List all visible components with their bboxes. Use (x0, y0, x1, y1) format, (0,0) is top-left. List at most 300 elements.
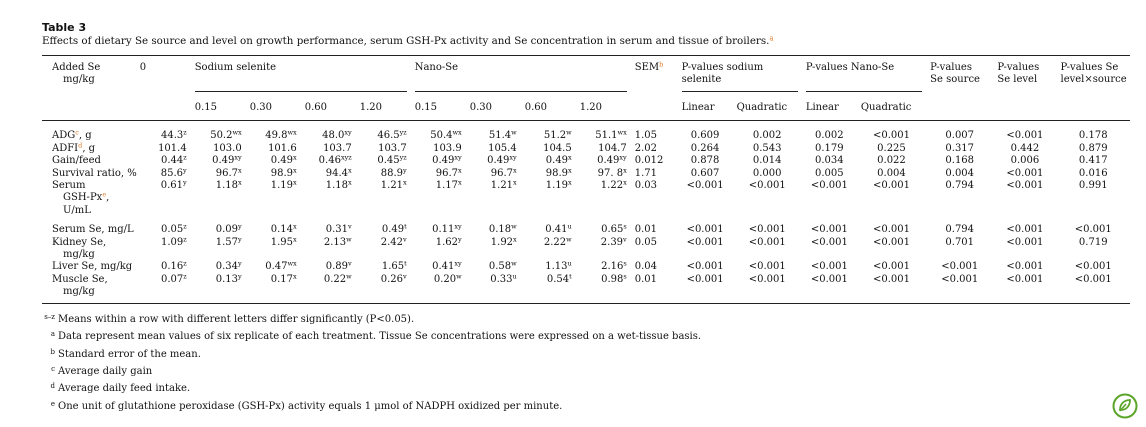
cell-value: 2.16 (601, 261, 624, 273)
significance-letter: x (348, 178, 352, 187)
data-cell (521, 217, 576, 236)
row-label-continuation (52, 192, 132, 204)
row-label-cont-tail: , (106, 192, 110, 204)
significance-letter: x (403, 178, 407, 187)
footnote-mark: d (50, 382, 55, 391)
row-label (42, 237, 136, 262)
significance-letter: s (623, 222, 627, 231)
significance-letter: x (238, 166, 242, 175)
row-label-text: ADG (52, 130, 76, 142)
row-label-text: Gain/feed (52, 155, 101, 167)
row-label (42, 180, 136, 217)
p-value-cell: <0.001 (686, 180, 724, 192)
cell-value: 1.18 (325, 180, 349, 192)
sem-cell: 0.04 (634, 261, 657, 273)
significance-letter: x (568, 178, 572, 187)
data-cell (191, 237, 246, 262)
significance-letter: t (404, 259, 407, 268)
cell-value: 94.4 (325, 167, 349, 179)
cell-value: 1.21 (380, 180, 404, 192)
header-level: 1.20 (356, 92, 411, 121)
cell-value: 0.61 (160, 180, 184, 192)
significance-letter: wx (287, 128, 297, 137)
data-cell (191, 180, 246, 217)
significance-letter: x (513, 178, 517, 187)
data-cell (576, 237, 631, 262)
p-value-cell: 0.417 (1078, 155, 1108, 167)
p-value-cell: <0.001 (926, 274, 993, 303)
cell-value: 0.22 (323, 273, 347, 285)
row-label-text: Muscle Se, (52, 273, 108, 285)
p-value-cell: <0.001 (1074, 224, 1112, 236)
sem-cell: 0.01 (631, 274, 678, 303)
cell-value: 1.22 (600, 180, 624, 192)
data-cell (356, 180, 411, 217)
footnote-text: Data represent mean values of six replicate of each treatment. Tissue Se concentrations were expressed on a wet-tissue basis. (58, 331, 702, 343)
p-value-cell: 0.014 (752, 155, 782, 167)
cell-value: 0.34 (215, 261, 239, 273)
header-level: 0.30 (246, 92, 301, 121)
cell-value: 50.4 (430, 130, 453, 142)
significance-letter: t (569, 272, 572, 281)
sem-cell: 0.03 (634, 180, 657, 192)
cell-value: 0.49 (381, 224, 405, 236)
p-value-cell: 0.034 (815, 155, 844, 167)
cell-value: 103.0 (213, 142, 242, 154)
row-label (42, 217, 136, 236)
cell-value: 0.41 (432, 261, 455, 273)
p-value-cell: <0.001 (857, 274, 926, 303)
cell-value: 105.4 (488, 142, 517, 154)
data-cell (576, 274, 631, 303)
leaf-badge-icon[interactable] (1112, 393, 1138, 419)
cell-value: 0.09 (215, 224, 239, 236)
cell-value: 0.47 (265, 261, 288, 273)
p-value-cell: 0.607 (690, 167, 720, 179)
table-row (42, 217, 1130, 236)
p-value-cell: <0.001 (810, 261, 848, 273)
significance-letter: z (183, 128, 187, 137)
p-value-cell: <0.001 (733, 274, 802, 303)
data-cell (301, 237, 356, 262)
data-cell (301, 180, 356, 217)
data-cell (301, 274, 356, 303)
footnote-text: One unit of glutathione peroxidase (GSH-Px) activity equals 1 μmol of NADPH oxidized per minute. (58, 400, 563, 412)
table-row (42, 155, 1130, 167)
significance-letter: wx (617, 128, 627, 137)
cell-value: 0.14 (270, 224, 294, 236)
data-cell (576, 121, 631, 143)
p-value-cell: <0.001 (686, 261, 724, 273)
significance-letter: x (623, 178, 627, 187)
table-row (42, 180, 1130, 217)
significance-letter: z (183, 222, 187, 231)
p-value-cell: 0.007 (945, 130, 975, 142)
sem-cell: 0.01 (634, 224, 657, 236)
p-value-cell: <0.001 (678, 274, 733, 303)
header-pv-sodium: P-values sodium selenite (678, 56, 802, 93)
significance-letter: s (623, 259, 627, 268)
data-cell (246, 121, 301, 143)
significance-letter: x (293, 153, 297, 162)
p-value-cell: 0.879 (1078, 142, 1108, 154)
data-cell (246, 274, 301, 303)
data-cell (136, 121, 191, 143)
significance-letter: x (293, 222, 297, 231)
cell-value: 0.89 (325, 261, 349, 273)
significance-letter: x (513, 166, 517, 175)
cell-value: 98.9 (545, 167, 569, 179)
data-cell (466, 237, 521, 262)
data-cell (191, 217, 246, 236)
p-value-cell: <0.001 (872, 180, 910, 192)
p-value-cell: <0.001 (810, 236, 848, 248)
p-value-cell: <0.001 (872, 224, 910, 236)
row-label (42, 155, 136, 167)
p-value-cell: <0.001 (993, 274, 1056, 303)
cell-value: 101.6 (268, 142, 297, 154)
caption-text: Effects of dietary Se source and level on growth performance, serum GSH-Px activity and Se concentration in serum and tissue of broilers. (42, 35, 770, 47)
cell-value: 104.7 (598, 142, 627, 154)
significance-letter: y (458, 235, 462, 244)
p-value-cell: <0.001 (872, 130, 910, 142)
p-value-cell: <0.001 (748, 261, 786, 273)
p-value-cell: 0.004 (877, 167, 906, 179)
cell-value: 0.49 (270, 155, 294, 167)
significance-letter: wx (232, 128, 242, 137)
significance-letter: x (293, 235, 297, 244)
p-value-cell: <0.001 (1006, 224, 1044, 236)
cell-value: 96.7 (435, 167, 459, 179)
data-cell (521, 180, 576, 217)
cell-value: 0.65 (601, 224, 624, 236)
p-value-cell: 0.005 (815, 167, 844, 179)
significance-letter: t (404, 222, 407, 231)
row-label-text: ADFI (52, 142, 79, 154)
p-value-cell: <0.001 (872, 261, 910, 273)
row-label-text: Serum (52, 180, 86, 192)
p-value-cell: 0.002 (752, 130, 782, 142)
row-label-cont-text: GSH-Px (63, 192, 103, 204)
header-level: 0.30 (466, 92, 521, 121)
cell-value: 0.49 (545, 155, 569, 167)
significance-letter: xy (454, 153, 462, 162)
p-value-cell: 0.719 (1078, 236, 1108, 248)
p-value-cell: 0.225 (877, 142, 906, 154)
p-value-cell: 0.794 (945, 224, 975, 236)
significance-letter: wx (287, 259, 297, 268)
cell-value: 0.07 (161, 273, 184, 285)
cell-value: 88.9 (380, 167, 404, 179)
sem-cell: 2.02 (634, 142, 657, 154)
cell-value: 101.4 (158, 142, 187, 154)
cell-value: 0.49 (212, 155, 235, 167)
significance-letter: x (458, 178, 462, 187)
cell-value: 0.46 (318, 155, 341, 167)
significance-letter: x (568, 166, 572, 175)
row-label (42, 274, 136, 303)
header-level: 0.15 (191, 92, 246, 121)
significance-letter: u (512, 272, 517, 281)
significance-letter: y (183, 166, 187, 175)
row-footnote-link[interactable]: d (78, 141, 83, 150)
data-cell (576, 217, 631, 236)
p-value-cell: 0.317 (945, 142, 975, 154)
p-value-cell: 0.991 (1078, 180, 1108, 192)
header-control: 0 (136, 56, 191, 121)
significance-letter: w (566, 128, 572, 137)
data-cell (356, 237, 411, 262)
cell-value: 51.1 (595, 130, 618, 142)
footnote (42, 310, 1132, 327)
table-caption (42, 35, 1132, 48)
significance-letter: x (293, 178, 297, 187)
significance-letter: v (403, 235, 407, 244)
cell-value: 2.13 (323, 236, 347, 248)
significance-letter: z (183, 272, 187, 281)
data-cell (246, 237, 301, 262)
header-row-1 (42, 56, 1130, 93)
data-cell (136, 237, 191, 262)
footnote (42, 327, 1132, 344)
data-cell (411, 121, 466, 143)
cell-value: 1.65 (381, 261, 405, 273)
footnote-mark: e (50, 399, 55, 408)
table-row (42, 274, 1130, 303)
sem-cell: 0.05 (634, 236, 657, 248)
cell-value: 0.44 (161, 155, 184, 167)
cell-value: 97. 8 (597, 167, 624, 179)
p-value-cell: <0.001 (748, 224, 786, 236)
footnote (42, 397, 1132, 414)
cell-value: 44.3 (161, 130, 184, 142)
significance-letter: yz (399, 128, 407, 137)
data-cell (136, 217, 191, 236)
significance-letter: yz (399, 153, 407, 162)
table-row (42, 143, 1130, 155)
cell-value: 48.0 (322, 130, 345, 142)
p-value-cell: <0.001 (872, 236, 910, 248)
p-value-cell: <0.001 (748, 236, 786, 248)
significance-letter: w (566, 235, 572, 244)
p-value-cell: 0.878 (690, 155, 720, 167)
significance-letter: w (456, 272, 462, 281)
data-cell (356, 274, 411, 303)
cell-value: 50.2 (210, 130, 233, 142)
header-linear: Linear (678, 92, 733, 121)
significance-letter: xy (509, 153, 517, 162)
significance-letter: x (348, 166, 352, 175)
cell-value: 103.9 (433, 142, 462, 154)
p-value-cell: <0.001 (810, 180, 848, 192)
sem-footnote-link[interactable]: b (659, 60, 664, 69)
significance-letter: xy (619, 153, 627, 162)
p-value-cell: 0.002 (815, 130, 844, 142)
p-value-cell: 0.442 (1010, 142, 1040, 154)
p-value-cell: 0.004 (945, 167, 975, 179)
cell-value: 0.16 (161, 261, 184, 273)
significance-letter: x (458, 166, 462, 175)
p-value-cell: 0.178 (1078, 130, 1108, 142)
row-label-unit: , g (78, 130, 92, 142)
significance-letter: xy (454, 259, 462, 268)
cell-value: 1.19 (270, 180, 294, 192)
header-level: 1.20 (576, 92, 631, 121)
cell-value: 104.5 (543, 142, 572, 154)
row-label-continuation (52, 286, 132, 298)
caption-footnote-link[interactable]: a (769, 34, 774, 43)
cell-value: 51.4 (488, 130, 512, 142)
p-value-cell: <0.001 (810, 224, 848, 236)
p-value-cell: 0.701 (945, 236, 975, 248)
p-value-cell: 0.168 (945, 155, 975, 167)
p-value-cell: 0.016 (1078, 167, 1108, 179)
table-row (42, 261, 1130, 273)
footnote-mark: c (51, 364, 55, 373)
p-value-cell: 0.264 (690, 142, 720, 154)
footnote (42, 345, 1132, 362)
p-value-cell: 0.794 (945, 180, 975, 192)
data-cell (191, 274, 246, 303)
header-linear: Linear (802, 92, 857, 121)
cell-value: 0.13 (215, 273, 239, 285)
cell-value: 0.58 (488, 261, 512, 273)
data-cell (411, 180, 466, 217)
cell-value: 85.6 (160, 167, 184, 179)
table-container (42, 21, 1132, 414)
p-value-cell: 0.022 (877, 155, 906, 167)
significance-letter: x (568, 153, 572, 162)
p-value-cell: <0.001 (1006, 180, 1044, 192)
table-row (42, 168, 1130, 180)
header-nano-se: Nano-Se (411, 56, 631, 93)
cell-value: 1.57 (215, 236, 239, 248)
data-cell (301, 121, 356, 143)
significance-letter: z (183, 153, 187, 162)
cell-value: 49.8 (265, 130, 288, 142)
p-value-cell: 0.609 (690, 130, 720, 142)
p-value-cell: <0.001 (1006, 167, 1044, 179)
cell-value: 0.26 (380, 273, 404, 285)
data-cell (356, 121, 411, 143)
table-row (42, 237, 1130, 262)
footnote-mark: s–z (44, 312, 55, 321)
cell-value: 1.18 (215, 180, 239, 192)
significance-letter: w (511, 259, 517, 268)
cell-value: 1.21 (490, 180, 514, 192)
cell-value: 0.20 (433, 273, 457, 285)
significance-letter: wx (452, 128, 462, 137)
significance-letter: w (511, 128, 517, 137)
cell-value: 0.17 (270, 273, 294, 285)
cell-value: 0.18 (488, 224, 512, 236)
data-cell (521, 261, 576, 273)
p-value-cell: 0.006 (1010, 155, 1040, 167)
significance-letter: v (348, 259, 352, 268)
row-label-continuation (52, 249, 132, 261)
row-footnote-link[interactable]: e (102, 190, 107, 199)
sem-cell: 0.012 (634, 155, 664, 167)
header-level: 0.60 (521, 92, 576, 121)
cell-value: 1.09 (161, 236, 184, 248)
row-label (42, 121, 136, 143)
data-cell (521, 121, 576, 143)
header-added-se: Added Se mg/kg (42, 56, 136, 121)
p-value-cell: <0.001 (1006, 236, 1044, 248)
footnote-text: Average daily feed intake. (58, 383, 191, 395)
significance-letter: v (403, 272, 407, 281)
cell-value: 103.7 (378, 142, 407, 154)
significance-letter: y (238, 272, 242, 281)
table-row (42, 121, 1130, 143)
row-footnote-link[interactable]: c (75, 128, 79, 137)
significance-letter: x (293, 272, 297, 281)
significance-letter: u (567, 222, 572, 231)
footnote-mark: b (50, 347, 55, 356)
row-label (42, 168, 136, 180)
p-value-cell: 0.000 (752, 167, 782, 179)
significance-letter: v (623, 235, 627, 244)
significance-letter: xy (344, 128, 352, 137)
data-cell (466, 180, 521, 217)
cell-value: 0.41 (545, 224, 568, 236)
cell-value: 0.33 (490, 273, 513, 285)
cell-value: 2.42 (380, 236, 404, 248)
significance-letter: y (238, 235, 242, 244)
p-value-cell: 0.543 (752, 142, 782, 154)
significance-letter: xyz (340, 153, 352, 162)
cell-value: 1.92 (490, 236, 514, 248)
p-value-cell: <0.001 (1057, 274, 1131, 303)
cell-value: 1.19 (545, 180, 569, 192)
data-cell (246, 180, 301, 217)
cell-value: 0.11 (432, 224, 455, 236)
data-cell (301, 217, 356, 236)
row-label-unit: , g (82, 142, 96, 154)
cell-value: 0.49 (487, 155, 510, 167)
footnote-text: Means within a row with different letters differ significantly (P<0.05). (58, 313, 415, 325)
cell-value: 0.49 (597, 155, 620, 167)
cell-value: 1.17 (435, 180, 459, 192)
row-label-text: Kidney Se, (52, 236, 107, 248)
cell-value: 0.49 (432, 155, 455, 167)
cell-value: 2.39 (600, 236, 624, 248)
header-pv-source: P-values Se source (926, 56, 993, 121)
data-cell (576, 180, 631, 217)
row-label (42, 143, 136, 155)
footnotes (42, 310, 1132, 414)
p-value-cell: <0.001 (686, 236, 724, 248)
data-cell (136, 274, 191, 303)
significance-letter: s (623, 272, 627, 281)
footnote (42, 362, 1132, 379)
row-label-text: Survival ratio, % (52, 167, 137, 179)
cell-value: 0.54 (546, 273, 570, 285)
data-cell (136, 180, 191, 217)
footnote (42, 379, 1132, 396)
table-number: Table 3 (42, 21, 87, 34)
cell-value: 0.98 (601, 273, 624, 285)
significance-letter: y (238, 222, 242, 231)
header-level: 0.60 (301, 92, 356, 121)
significance-letter: y (403, 166, 407, 175)
cell-value: 98.9 (270, 167, 294, 179)
header-sodium-selenite: Sodium selenite (191, 56, 411, 93)
cell-value: 0.45 (377, 155, 400, 167)
cell-value: 0.31 (325, 224, 349, 236)
data-cell (356, 217, 411, 236)
header-pv-level: P-values Se level (993, 56, 1056, 121)
